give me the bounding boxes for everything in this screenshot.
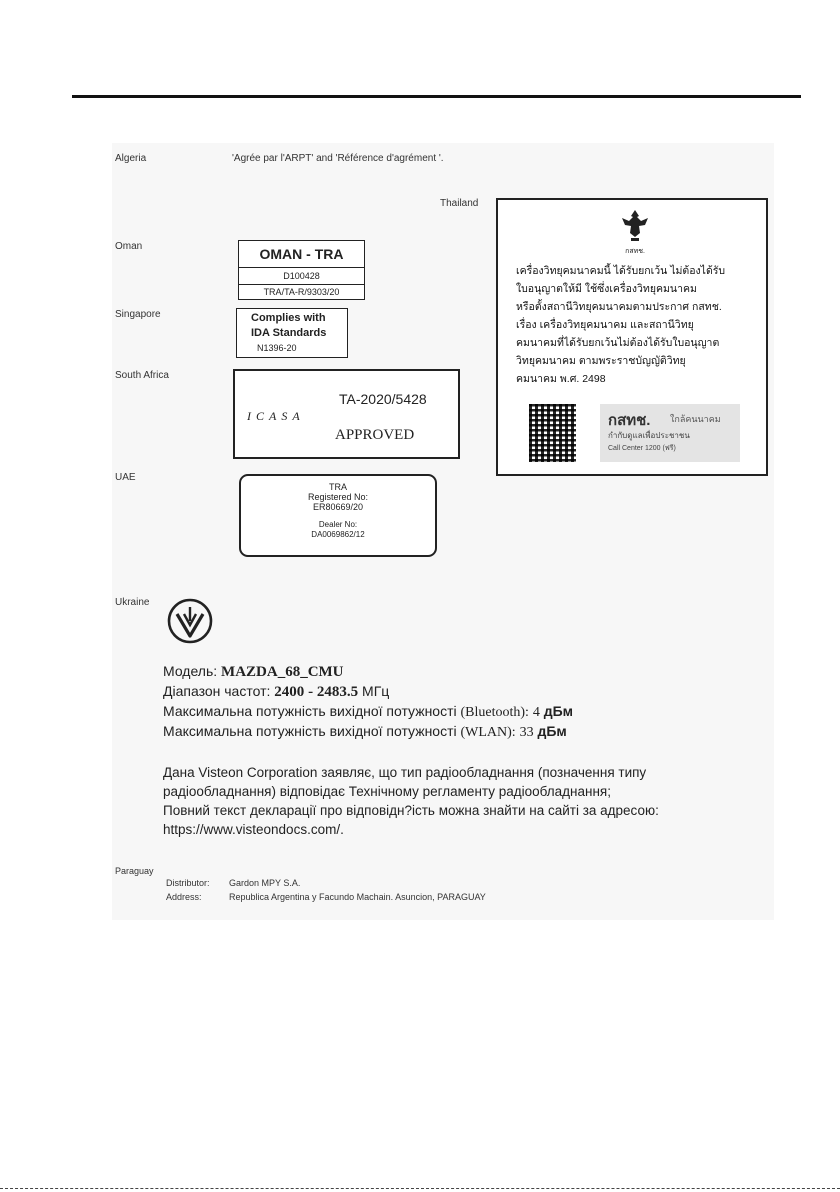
nbtc-tagline: กำกับดูแลเพื่อประชาชน (608, 431, 690, 440)
uae-dealer-label: Dealer No: (318, 520, 358, 529)
qr-code-icon (529, 404, 576, 462)
thai-line: ใบอนุญาตให้มี ใช้ซึ่งเครื่องวิทยุคมนาคม (516, 283, 697, 295)
declaration-line: радіообладнання) відповідає Технічному регламенту радіообладнання; (163, 784, 611, 799)
bt-value: 4 (532, 705, 540, 720)
uae-line1: TRA (329, 482, 347, 492)
nbtc-call-center: Call Center 1200 (ฟรี) (608, 445, 676, 452)
country-label-south-africa: South Africa (115, 370, 169, 381)
country-label-singapore: Singapore (115, 309, 161, 320)
ukraine-frequency-line (163, 682, 389, 701)
ukraine-model-line (163, 662, 344, 681)
icasa-logo: ICASA (247, 409, 305, 423)
singapore-line2: IDA Standards (251, 327, 327, 339)
bt-unit: дБм (543, 703, 574, 719)
nbtc-brand-block (600, 404, 740, 462)
bt-text: Максимальна потужність вихідної потужності (163, 703, 457, 719)
freq-to: - 2483.5 (308, 684, 359, 700)
address-value: Republica Argentina y Facundo Machain. Asuncion, PARAGUAY (229, 892, 486, 902)
model-value: MAZDA_68_CMU (221, 664, 344, 680)
singapore-label-box (236, 308, 348, 358)
footer-dashed-rule (0, 1188, 840, 1189)
wlan-value: 33 (519, 725, 534, 740)
wlan-paren: (WLAN): (460, 725, 516, 740)
country-label-algeria: Algeria (115, 153, 147, 164)
thai-line: วิทยุคมนาคม ตามพระราชบัญญัติวิทยุ (516, 355, 686, 367)
wlan-text: Максимальна потужність вихідної потужності (163, 723, 457, 739)
south-africa-label-box (233, 369, 460, 459)
distributor-value: Gardon MPY S.A. (229, 878, 301, 888)
singapore-line1: Complies with (251, 312, 326, 324)
ukraine-conformity-mark-icon (166, 597, 214, 645)
algeria-text: 'Agrée par l'ARPT' and 'Référence d'agrément '. (232, 153, 444, 164)
freq-unit: МГц (362, 683, 390, 699)
thai-line: คมนาคม พ.ศ. 2498 (516, 373, 606, 385)
oman-title: OMAN - TRA (239, 241, 364, 268)
address-label: Address: (166, 892, 202, 902)
uae-label-box (239, 474, 437, 557)
declaration-line: Дана Visteon Corporation заявляє, що тип радіообладнання (позначення типу (163, 765, 647, 780)
south-africa-ta-number: TA-2020/5428 (339, 391, 427, 407)
thai-line: เครื่องวิทยุคมนาคมนี้ ได้รับยกเว้น ไม่ต้องได้รับ (516, 265, 726, 277)
uae-line2: Registered No: (307, 492, 369, 502)
oman-number: D100428 (239, 268, 364, 285)
ukraine-wlan-line (163, 722, 567, 742)
declaration-line: Повний текст декларації про відповідн?ість можна знайти на сайті за адресою: (163, 803, 659, 818)
bt-paren: (Bluetooth): (460, 705, 529, 720)
emblem-caption: กสทช. (625, 248, 645, 255)
thai-line: คมนาคมที่ได้รับยกเว้นไม่ต้องได้รับใบอนุญาต (516, 337, 720, 349)
thai-line: เรื่อง เครื่องวิทยุคมนาคม และสถานีวิทยุ (516, 319, 694, 331)
south-africa-approved: APPROVED (335, 427, 415, 443)
oman-label-box (238, 240, 365, 300)
country-label-thailand: Thailand (440, 198, 479, 209)
freq-from: 2400 (274, 684, 305, 700)
thailand-label-box (496, 198, 768, 476)
ukraine-bt-line (163, 702, 573, 722)
declaration-url: https://www.visteondocs.com/. (163, 822, 344, 837)
nbtc-logo-sub: ใกล้คนนาคม (670, 414, 721, 424)
uae-dealer-number: DA0069862/12 (311, 530, 365, 539)
freq-label: Діапазон частот: (163, 683, 271, 699)
thai-text-block (516, 262, 725, 388)
country-label-ukraine: Ukraine (115, 597, 150, 608)
distributor-label: Distributor: (166, 878, 210, 888)
nbtc-logo-text: กสทช. (608, 412, 651, 429)
uae-reg: ER80669/20 (312, 502, 364, 512)
country-label-uae: UAE (115, 472, 136, 483)
country-label-oman: Oman (115, 241, 143, 252)
oman-reg: TRA/TA-R/9303/20 (263, 287, 340, 297)
model-label: Модель: (163, 663, 218, 679)
singapore-number: N1396-20 (257, 343, 297, 353)
wlan-unit: дБм (537, 723, 567, 739)
header-rule (72, 95, 801, 98)
thai-line: หรือตั้งสถานีวิทยุคมนาคมตามประกาศ กสทช. (516, 301, 722, 313)
garuda-emblem-icon (618, 207, 652, 247)
ukraine-declaration (163, 763, 659, 839)
country-label-paraguay: Paraguay (115, 866, 154, 876)
